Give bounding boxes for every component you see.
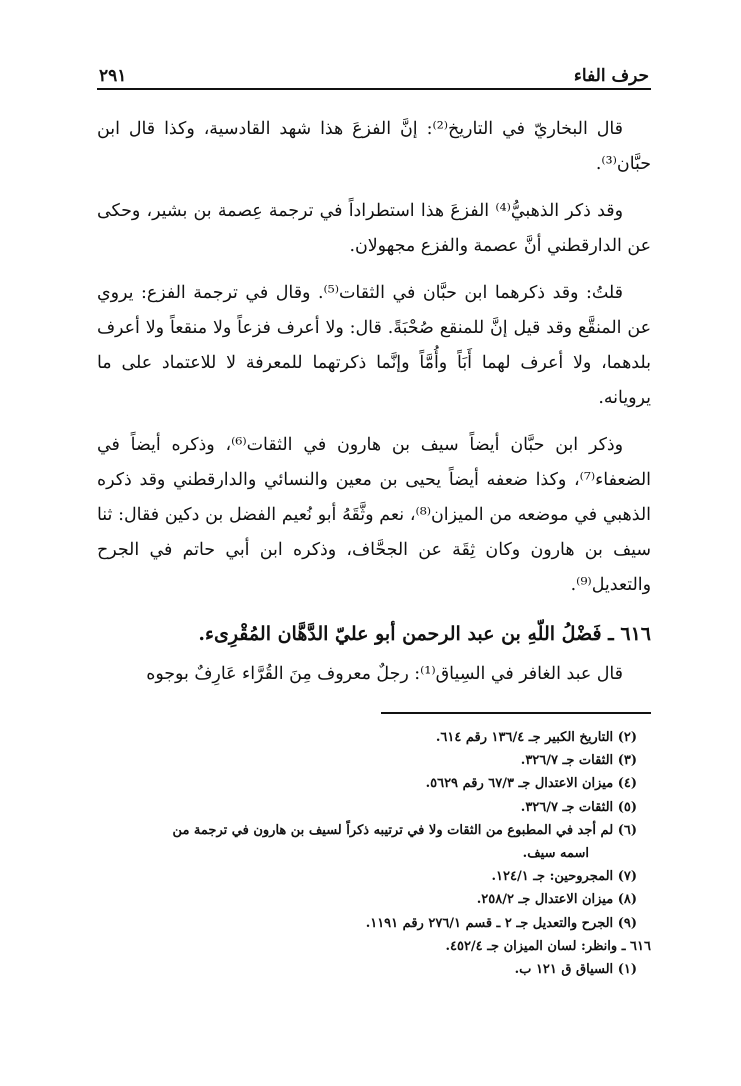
footnote: (٢) التاريخ الكبير جـ ١٣٦/٤ رقم ٦١٤.: [435, 730, 637, 745]
paragraph: قال البخاريّ في التاريخ⁽²⁾: إنَّ الفزعَ هذا شهد القادسية، وكذا قال ابن حبَّان⁽³⁾.: [97, 119, 651, 174]
footnote: (٤) ميزان الاعتدال جـ ٦٧/٣ رقم ٥٦٢٩.: [425, 776, 637, 792]
footnote: (٣) الثقات جـ ٣٢٦/٧.: [520, 753, 637, 769]
footnote-continuation: اسمه سيف.: [522, 846, 589, 862]
footnote: (٩) الجرح والتعديل جـ ٢ ـ قسم ٢٧٦/١ رقم ١١٩١.: [365, 915, 637, 931]
paragraph: وذكر ابن حبَّان أيضاً سيف بن هارون في الثقات⁽⁶⁾، وذكره أيضاً في الضعفاء⁽⁷⁾، وكذا ضعفه أيضاً يحيى بن معين والنسائي والدارقطني وقد ذكره الذهبي في موضعه من الميزان⁽⁸⁾، نعم وثَّقَهُ أبو نُعيم الفضل بن دكين فقال: ثنا سيف بن هارون وكان ثِقَة عن الجحَّاف، وذكره ابن أبي حاتم في الجرح والتعديل⁽⁹⁾.: [97, 435, 651, 595]
chapter-title: حرف الفاء: [573, 66, 649, 86]
paragraph: وقد ذكر الذهبيُّ⁽⁴⁾ الفزعَ هذا استطراداً في ترجمة عِصمة بن بشير، وحكى عن الدارقطني أنَّ عصمة والفزع مجهولان.: [97, 201, 651, 256]
page-number: ٢٩١: [99, 66, 127, 86]
entry-heading: ٦١٦ ـ فَضْلُ اللّهِ بن عبد الرحمن أبو عليّ الدَّهَّان المُقْرِىء.: [198, 623, 651, 645]
footnote: (٨) ميزان الاعتدال جـ ٢٥٨/٢.: [476, 892, 637, 908]
footnote: (٥) الثقات جـ ٣٢٦/٧.: [520, 799, 637, 815]
footnotes: [97, 726, 651, 981]
footnote-separator: [381, 712, 651, 714]
entry-paragraph: قال عبد الغافر في السِياق⁽¹⁾: رجلٌ معروف مِنَ القُرَّاء عَارِفٌ بوجوه: [146, 664, 623, 684]
main-text: [97, 112, 651, 692]
footnote: (١) السياق ق ١٢١ ب.: [514, 962, 637, 978]
page-header: [97, 52, 651, 90]
book-page: [97, 52, 651, 981]
footnote: (٦) لم أجد في المطبوع من الثقات ولا في ترتيبه ذكراً لسيف بن هارون في ترجمة من: [172, 822, 637, 838]
paragraph: قلتُ: وقد ذكرهما ابن حبَّان في الثقات⁽⁵⁾. وقال في ترجمة الفزع: يروي عن المنقَّع وقد قيل إنَّ للمنقع صُحْبَةً. قال: ولا أعرف فزعاً ولا منقعاً ولا أعرف بلدهما، ولا أعرف لهما أَبَاً وأُمَّاً وإنَّما ذكرتهما للمعرفة لا للاعتماد على ما يرويانه.: [97, 283, 651, 408]
footnote: (٧) المجروحين: جـ ١٢٤/١.: [491, 869, 637, 885]
footnote: ٦١٦ ـ وانظر: لسان الميزان جـ ٤٥٢/٤.: [445, 938, 651, 954]
